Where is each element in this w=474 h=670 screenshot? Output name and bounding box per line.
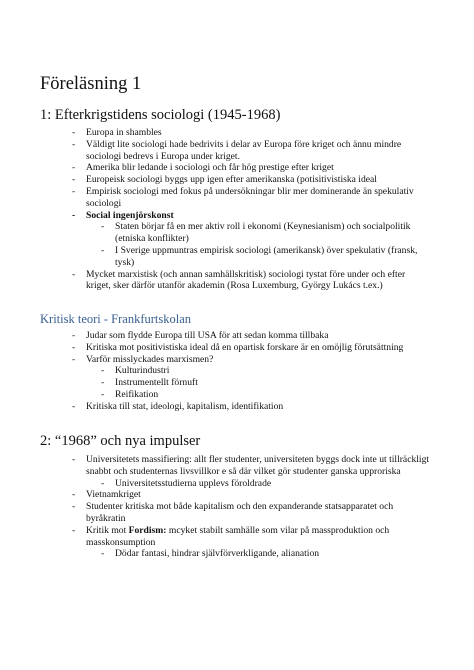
- bullet-dash: -: [72, 454, 76, 465]
- list-item-text: Mycket marxistisk (och annan samhällskritisk) sociologi tystat före under och efter kriget, sker därför utanför akademin (Rosa Luxemburg, György Lukács t.ex.): [86, 268, 406, 292]
- list-item-text: Varför misslyckades marxismen?: [86, 353, 214, 365]
- bullet-dash: -: [72, 162, 76, 174]
- list-item: [0, 454, 474, 478]
- bullet-dash: -: [72, 185, 76, 197]
- list-item-text: Kritiska mot positivistiska ideal då en opartisk forskare är en omöjlig förutsättning: [86, 341, 404, 353]
- list-item-text: Kulturindustri: [115, 365, 170, 377]
- section-2-list: [0, 454, 474, 560]
- sub-list-item: [0, 365, 474, 377]
- list-item-text: Amerika blir ledande i sociologi och får hög prestige efter kriget: [86, 162, 334, 174]
- bullet-dash: -: [72, 353, 76, 365]
- list-item: [0, 501, 474, 525]
- list-item-text: Studenter kritiska mot både kapitalism och den expanderande statsapparatet och byråkratin: [86, 501, 394, 524]
- list-item-text: Reifikation: [115, 388, 159, 400]
- list-item-text: I Sverige uppmuntras empirisk sociologi (amerikansk) över spekulativ (fransk, tysk): [115, 244, 418, 268]
- bullet-dash: -: [101, 365, 105, 377]
- bullet-dash: -: [72, 400, 76, 412]
- page-title: Föreläsning 1: [40, 74, 142, 94]
- list-item: [0, 330, 474, 342]
- list-item: [0, 174, 474, 186]
- fordism-suffix: mcyket stabilt samhälle som vilar på massproduktion och masskonsumption: [86, 524, 390, 548]
- list-item-text: Vietnamkriget: [86, 489, 141, 501]
- section-heading-2: 2: “1968” och nya impulser: [40, 433, 201, 449]
- sub-list-item: [0, 548, 474, 560]
- bullet-dash: -: [72, 501, 76, 513]
- list-item-text: Europa in shambles: [86, 127, 162, 138]
- list-item: [0, 162, 474, 174]
- list-item-text: Instrumentellt förnuft: [115, 377, 198, 389]
- sub-list-item: [0, 245, 474, 269]
- bullet-dash: -: [101, 377, 105, 389]
- list-item-text: Universitetets massifiering: allt fler studenter, universiteten byggs dock inte ut tillräckligt snabbt och studenternas livsvillkor e så där vilket gör studenter ganska upproriska: [86, 454, 430, 477]
- bullet-dash: -: [72, 138, 76, 150]
- list-item: [0, 127, 474, 139]
- section-heading-1: 1: Efterkrigstidens sociologi (1945-1968): [40, 107, 281, 123]
- bullet-dash: -: [72, 489, 76, 501]
- bullet-dash: -: [101, 244, 105, 256]
- bullet-dash: -: [72, 127, 76, 138]
- fordism-term: Fordism:: [128, 524, 167, 536]
- list-item: [0, 354, 474, 366]
- list-item-text: Social ingenjörskonst: [86, 209, 174, 221]
- fordism-prefix: Kritik mot: [86, 524, 129, 536]
- bullet-dash: -: [101, 388, 105, 400]
- sub-list-item: [0, 478, 474, 490]
- list-item-text: Kritiska till stat, ideologi, kapitalism, identifikation: [86, 400, 284, 412]
- bullet-dash: -: [101, 477, 105, 489]
- list-item: [0, 186, 474, 210]
- list-item-text: Empirisk sociologi med fokus på undersökningar blir mer dominerande än spekulativ sociologi: [86, 185, 414, 209]
- bullet-dash: -: [101, 548, 105, 560]
- list-item: [0, 139, 474, 163]
- sub-list-item: [0, 389, 474, 401]
- list-item-text: Dödar fantasi, hindrar självförverkligande, alianation: [115, 548, 320, 560]
- bullet-dash: -: [72, 268, 76, 280]
- bullet-dash: -: [72, 341, 76, 353]
- frankfurt-list: [0, 330, 474, 413]
- list-item-text: Staten börjar få en mer aktiv roll i ekonomi (Keynesianism) och socialpolitik (etniska konflikter): [115, 221, 411, 245]
- list-item-text: Europeisk sociologi byggs upp igen efter amerikanska (potisitivistiska ideal: [86, 174, 377, 186]
- sub-list-item: [0, 221, 474, 245]
- bullet-dash: -: [72, 174, 76, 186]
- list-item: [0, 210, 474, 222]
- list-item: [0, 489, 474, 501]
- list-item: [0, 269, 474, 293]
- list-item-text: Judar som flydde Europa till USA för att sedan komma tillbaka: [86, 330, 329, 341]
- bullet-dash: -: [101, 221, 105, 233]
- bullet-dash: -: [72, 524, 76, 536]
- list-item: [0, 401, 474, 413]
- bullet-dash: -: [72, 209, 76, 221]
- list-item: [0, 342, 474, 354]
- list-item: [0, 525, 474, 549]
- list-item-text: Väldigt lite sociologi hade bedrivits i delar av Europa före kriget och ännu mindre sociologi bedrevs i Europa under kriget.: [86, 138, 402, 162]
- list-item-text: Universitetsstudierna upplevs föroldrade: [115, 477, 272, 489]
- sub-list-item: [0, 377, 474, 389]
- section-1-list: [0, 127, 474, 292]
- subsection-heading-frankfurt: Kritisk teori - Frankfurtskolan: [40, 312, 192, 326]
- bullet-dash: -: [72, 330, 76, 341]
